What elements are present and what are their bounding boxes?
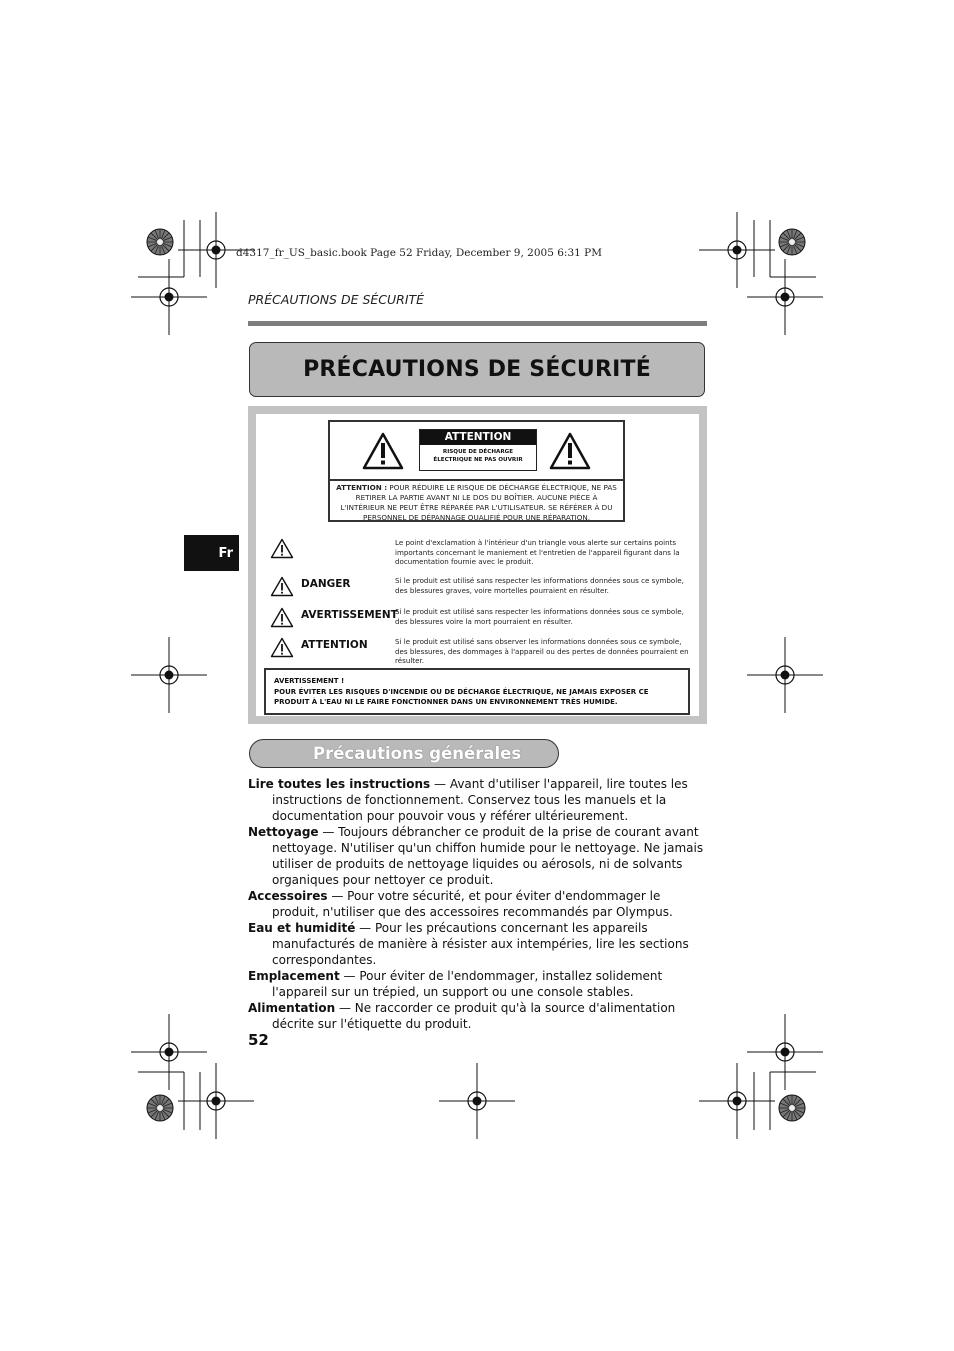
warning-triangle-icon	[362, 432, 404, 470]
symbol-description: Si le produit est utilisé sans respecter les informations données sous ce symbole, des blessures graves, voire mortelles pourraient en résulter.	[395, 576, 684, 595]
running-head: PRÉCAUTIONS DE SÉCURITÉ	[248, 292, 425, 307]
attention-header: ATTENTION	[420, 430, 536, 445]
paragraph-term: Emplacement	[248, 969, 340, 983]
paragraph-term: Accessoires	[248, 889, 328, 903]
paragraph-term: Eau et humidité	[248, 921, 356, 935]
paragraph-text: — Ne raccorder ce produit qu'à la source d'alimentation décrite sur l'étiquette du produit.	[272, 1001, 676, 1031]
warning-triangle-icon	[270, 637, 294, 658]
symbol-description: Si le produit est utilisé sans respecter les informations données sous ce symbole, des blessures voire la mort pourraient en résulter.	[395, 607, 684, 626]
attention-sub-line1: RISQUE DE DÉCHARGE	[442, 449, 514, 455]
warning-triangle-icon	[270, 576, 294, 597]
header-rule	[248, 321, 707, 326]
general-precautions-body	[248, 776, 708, 1032]
paragraph-text: — Pour votre sécurité, et pour éviter d'endommager le produit, n'utiliser que des accessoires recommandés par Olympus.	[272, 889, 673, 919]
warning-label-text-bold: ATTENTION :	[336, 483, 388, 492]
paragraph	[248, 824, 708, 888]
symbol-description: Si le produit est utilisé sans observer les informations données sous ce symbole, des blessures, des dommages à l'appareil ou des pertes de données pourraient en résulter.	[395, 637, 689, 665]
page-title: PRÉCAUTIONS DE SÉCURITÉ	[303, 357, 651, 382]
attention-subtext	[420, 445, 536, 464]
warning-triangle-icon	[270, 538, 294, 559]
warning-label-box	[328, 420, 625, 522]
language-tab: Fr	[184, 535, 239, 571]
symbol-label: AVERTISSEMENT	[301, 609, 398, 621]
avertissement-box	[264, 668, 690, 715]
paragraph-term: Lire toutes les instructions	[248, 777, 431, 791]
section-heading	[249, 739, 559, 768]
paragraph-term: Nettoyage	[248, 825, 319, 839]
section-title: Précautions générales	[313, 744, 522, 763]
warning-triangle-icon	[270, 607, 294, 628]
paragraph	[248, 1000, 708, 1032]
warning-label-text-body: POUR RÉDUIRE LE RISQUE DE DÉCHARGE ÉLECTRIQUE, NE PAS RETIRER LA PARTIE AVANT NI LE DOS DU BOÎTIER. AUCUNE PIÈCE À L'INTÉRIEUR NE PEUT ÊTRE RÉPARÉE PAR L'UTILISATEUR. SE RÉFÉRER À DU PERSONNEL DE DÉPANNAGE QUALIFIÉ POUR UNE RÉPARATION.	[340, 483, 617, 522]
warning-label-top	[330, 422, 623, 481]
paragraph	[248, 776, 708, 824]
warning-triangle-icon	[549, 432, 591, 470]
attention-sub-line2: ÉLECTRIQUE NE PAS OUVRIR	[433, 457, 523, 463]
attention-panel	[419, 429, 537, 471]
paragraph	[248, 888, 708, 920]
paragraph	[248, 968, 708, 1000]
paragraph-text: — Pour les précautions concernant les appareils manufacturés de manière à résister aux intempéries, lire les sections correspondantes.	[272, 921, 689, 967]
symbol-label: DANGER	[301, 578, 351, 590]
avertissement-text: POUR ÉVITER LES RISQUES D'INCENDIE OU DE DÉCHARGE ÉLECTRIQUE, NE JAMAIS EXPOSER CE PRODUIT À L'EAU NI LE FAIRE FONCTIONNER DANS UN ENVIRONNEMENT TRÈS HUMIDE.	[274, 687, 649, 706]
symbol-label: ATTENTION	[301, 639, 368, 651]
paragraph-text: — Avant d'utiliser l'appareil, lire toutes les instructions de fonctionnement. Conservez tous les manuels et la documentation pour pouvoir vous y référer ultérieurement.	[272, 777, 688, 823]
paragraph-text: — Pour éviter de l'endommager, installez solidement l'appareil sur un trépied, un support ou une console stables.	[272, 969, 663, 999]
title-banner	[249, 342, 705, 397]
paragraph-text: — Toujours débrancher ce produit de la prise de courant avant nettoyage. N'utiliser qu'un chiffon humide pour le nettoyage. Ne jamais utiliser de produits de nettoyage liquides ou aérosols, ni de solvants organiques pour nettoyer ce produit.	[272, 825, 704, 887]
avertissement-title: AVERTISSEMENT !	[274, 677, 345, 685]
paragraph-term: Alimentation	[248, 1001, 336, 1015]
symbol-description: Le point d'exclamation à l'intérieur d'un triangle vous alerte sur certains points importants concernant le maniement et l'entretien de l'appareil figurant dans la documentation fournie avec le produit.	[395, 538, 680, 566]
print-info-line: d4317_fr_US_basic.book Page 52 Friday, December 9, 2005 6:31 PM	[236, 247, 602, 259]
page-number: 52	[248, 1031, 269, 1049]
paragraph	[248, 920, 708, 968]
warning-label-text	[336, 483, 617, 523]
